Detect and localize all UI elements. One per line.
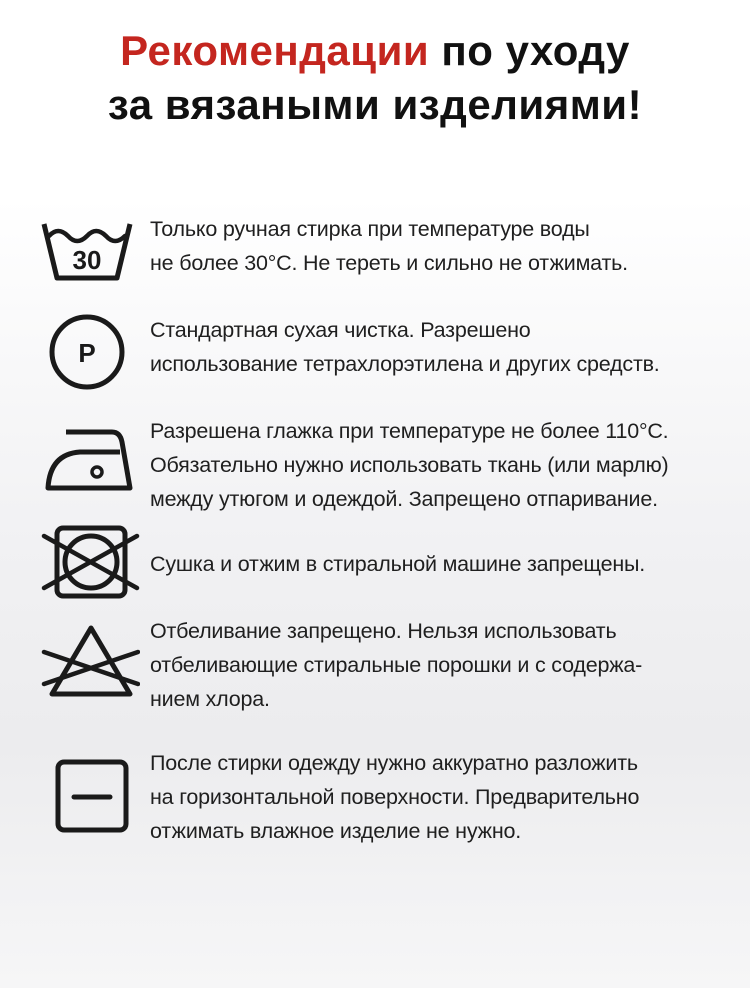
- text-line: отжимать влажное изделие не нужно.: [150, 819, 522, 843]
- text-line: Стандартная сухая чистка. Разрешено: [150, 318, 531, 342]
- title-line-2: за вязаными изделиями!: [107, 81, 643, 128]
- dry-clean-letter: P: [78, 338, 96, 368]
- care-text-iron: [150, 414, 725, 516]
- text-line: не более 30°С. Не тереть и сильно не отжимать.: [150, 251, 628, 275]
- no-tumble-dry-icon: [40, 522, 140, 612]
- title-rest: по уходу: [429, 27, 630, 74]
- care-text-dry-flat: [150, 746, 725, 848]
- care-text-hand-wash: [150, 212, 725, 280]
- no-bleach-icon: [40, 622, 140, 712]
- text-line: на горизонтальной поверхности. Предварительно: [150, 785, 640, 809]
- text-line: Отбеливание запрещено. Нельзя использовать: [150, 619, 617, 643]
- text-line: между утюгом и одеждой. Запрещено отпаривание.: [150, 487, 658, 511]
- care-text-dry-clean: [150, 313, 725, 381]
- text-line: Только ручная стирка при температуре воды: [150, 217, 590, 241]
- dry-flat-icon: [40, 756, 140, 846]
- text-line: После стирки одежду нужно аккуратно разложить: [150, 751, 638, 775]
- title-accent: Рекомендации: [120, 27, 430, 74]
- text-line: нием хлора.: [150, 687, 270, 711]
- title-line-1: [0, 24, 750, 78]
- page-title: [0, 24, 750, 132]
- care-text-no-tumble-dry: [150, 547, 725, 581]
- text-line: Сушка и отжим в стиральной машине запрещены.: [150, 552, 646, 576]
- hand-wash-30-icon: [40, 214, 140, 304]
- iron-one-dot-icon: [40, 418, 140, 508]
- text-line: использование тетрахлорэтилена и других средств.: [150, 352, 660, 376]
- dry-clean-p-icon: [40, 308, 140, 398]
- text-line: Разрешена глажка при температуре не более 110°С.: [150, 419, 669, 443]
- text-line: отбеливающие стиральные порошки и с содержа-: [150, 653, 643, 677]
- care-text-no-bleach: [150, 614, 725, 716]
- text-line: Обязательно нужно использовать ткань (или марлю): [150, 453, 669, 477]
- wash-temp-label: 30: [72, 245, 102, 275]
